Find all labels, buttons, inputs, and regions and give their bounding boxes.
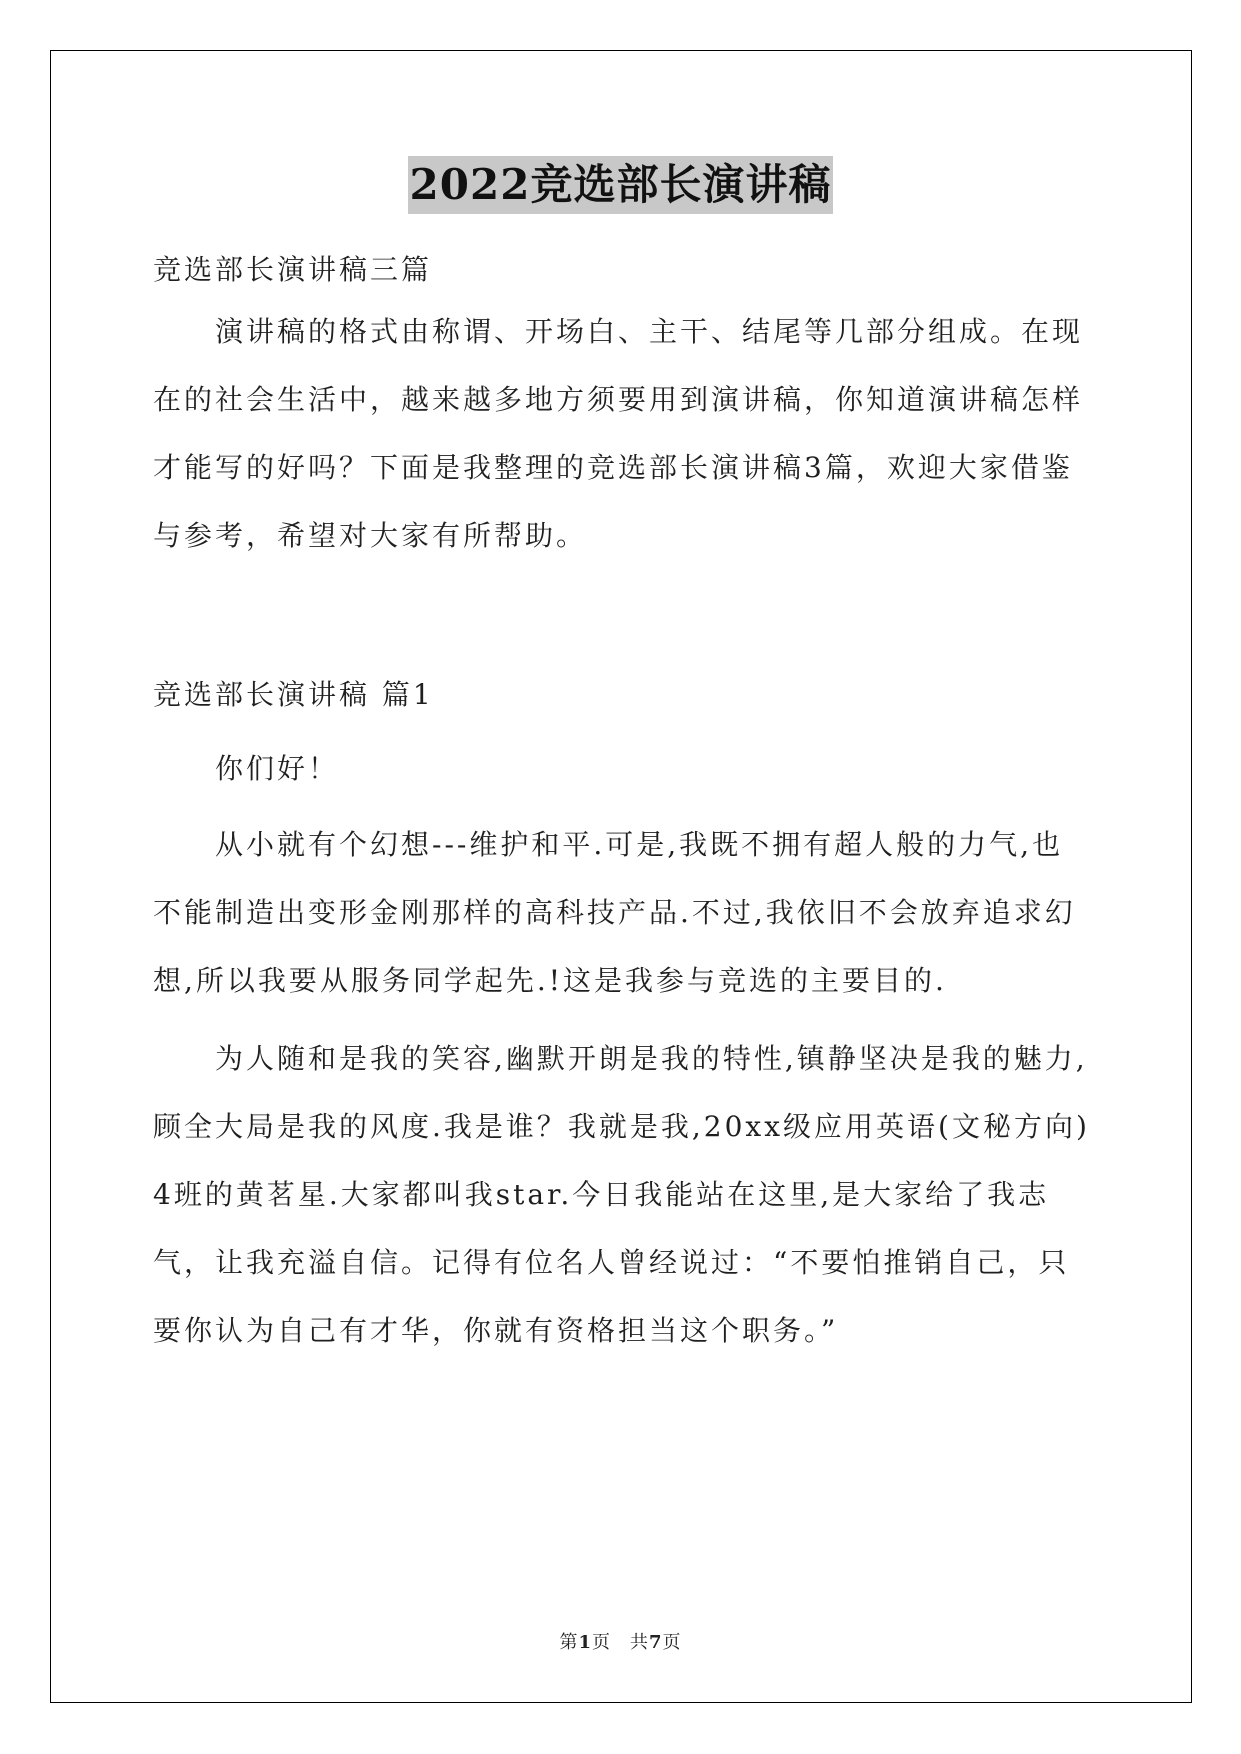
paragraph-dream: 从小就有个幻想---维护和平.可是,我既不拥有超人般的力气,也不能制造出变形金刚那样的高科技产品.不过,我依旧不会放弃追求幻想,所以我要从服务同学起先.!这是我参与竞选的主要目的. [153, 828, 1076, 997]
footer-prefix: 第 [559, 1632, 579, 1653]
title-container [0, 156, 1241, 214]
paragraph-greeting: 你们好！ [215, 752, 340, 785]
footer-suffix: 页 [662, 1632, 682, 1653]
section-heading: 竞选部长演讲稿 篇1 [153, 678, 434, 711]
footer-page-total: 7 [649, 1632, 663, 1653]
document-title: 2022竞选部长演讲稿 [408, 156, 834, 214]
subtitle: 竞选部长演讲稿三篇 [153, 253, 433, 286]
footer-middle: 页 共 [592, 1632, 649, 1653]
paragraph-introduction: 为人随和是我的笑容,幽默开朗是我的特性,镇静坚决是我的魅力,顾全大局是我的风度.我是谁？我就是我,20xx级应用英语(文秘方向)4班的黄茗星.大家都叫我star.今日我能站在这里,是大家给了我志气，让我充溢自信。记得有位名人曾经说过：“不要怕推销自己，只要你认为自己有才华，你就有资格担当这个职务。” [153, 1042, 1090, 1347]
page-footer [0, 1628, 1241, 1654]
intro-paragraph: 演讲稿的格式由称谓、开场白、主干、结尾等几部分组成。在现在的社会生活中，越来越多地方须要用到演讲稿，你知道演讲稿怎样才能写的好吗？下面是我整理的竞选部长演讲稿3篇，欢迎大家借鉴与参考，希望对大家有所帮助。 [153, 315, 1084, 552]
footer-page-current: 1 [578, 1632, 592, 1653]
